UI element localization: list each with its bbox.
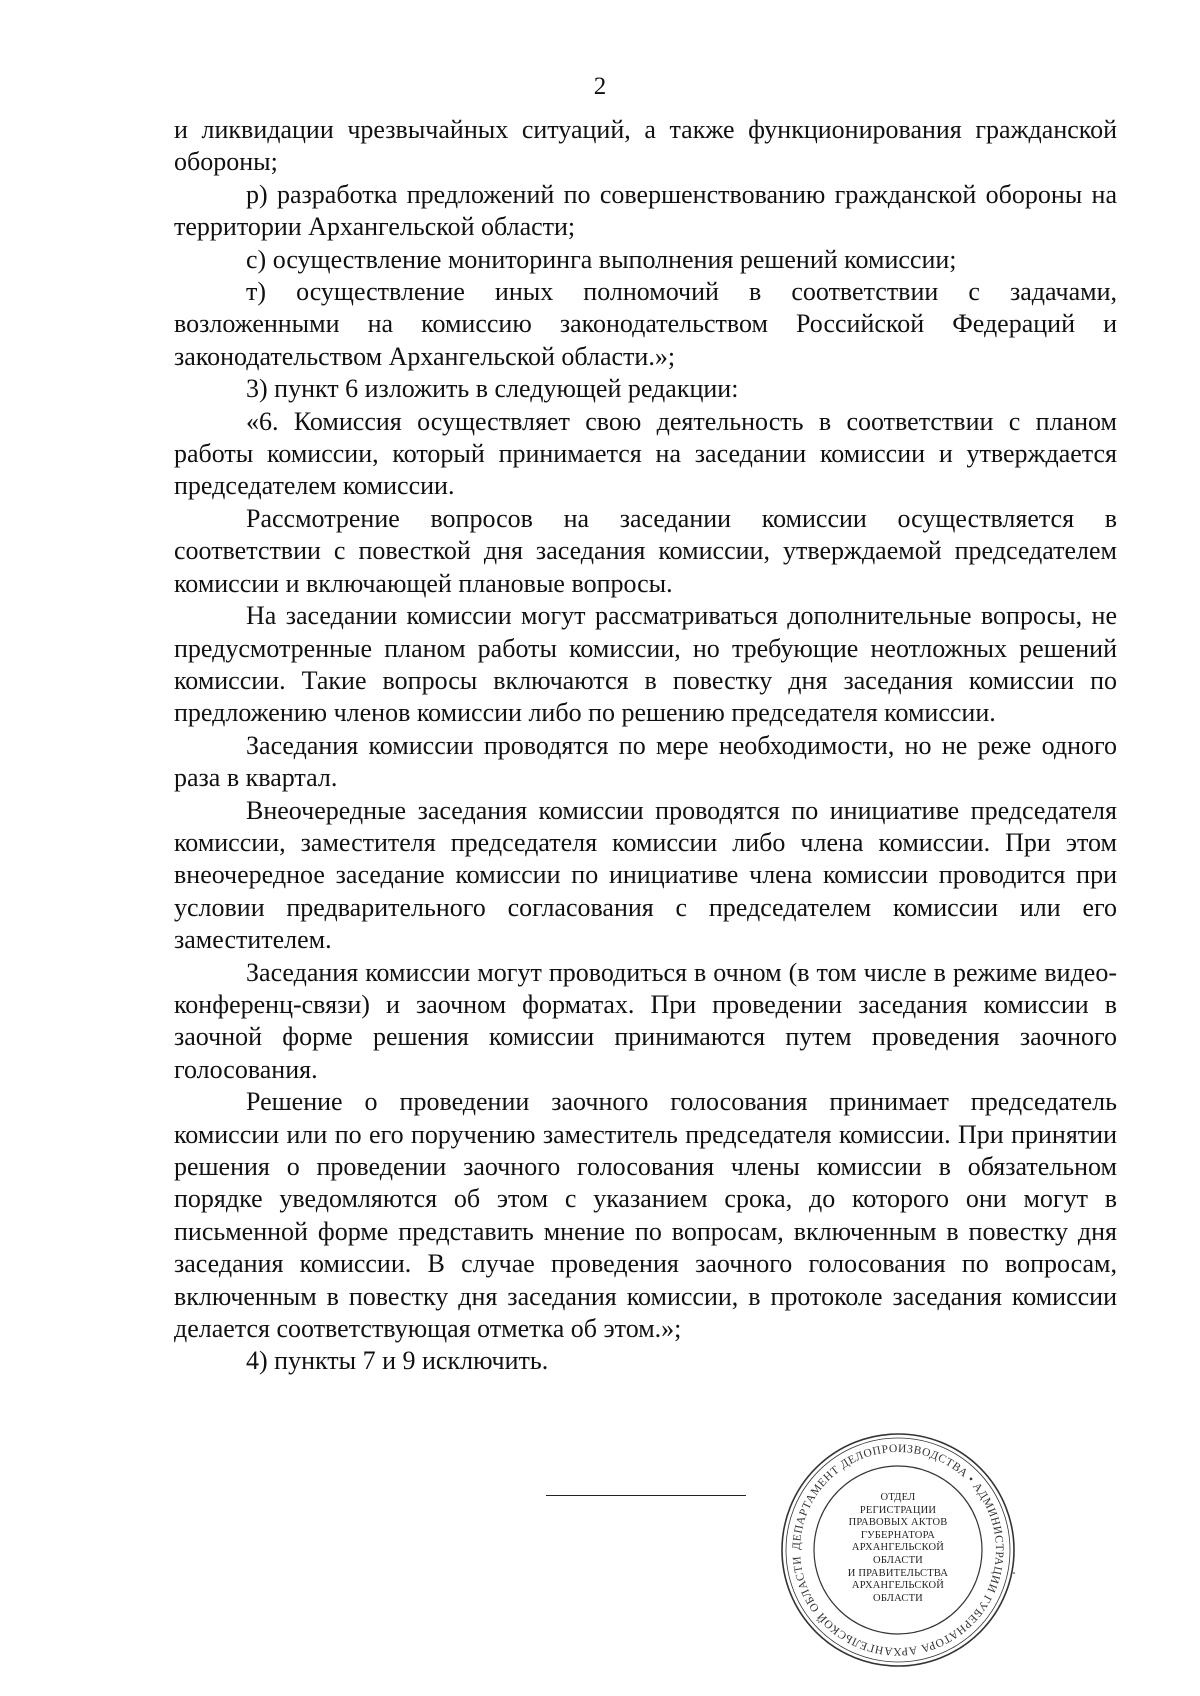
paragraph-7: Рассмотрение вопросов на заседании комиссии осуществляется в соответствии с повесткой дня заседания комиссии, утверждаемой председателем комиссии и включающей плановые вопросы. (174, 503, 1117, 598)
paragraph-3: с) осуществление мониторинга выполнения решений комиссии; (246, 244, 957, 274)
paragraph-5: 3) пункт 6 изложить в следующей редакции: (246, 374, 739, 404)
stamp-line: ГУБЕРНАТОРА (860, 1529, 936, 1541)
page-number: 2 (593, 73, 607, 100)
paragraph-4: т) осуществление иных полномочий в соответствии с задачами, возложенными на комиссию законодательством Российской Федераций и законодательством Архангельской области.»; (174, 277, 1117, 371)
stamp-line: ОБЛАСТИ (873, 1554, 923, 1566)
paragraph-10: Внеочередные заседания комиссии проводятся по инициативе председателя комиссии, заместителя председателя комиссии либо члена комиссии. При этом внеочередное заседание комиссии по инициативе члена комиссии проводится при условии предварительного согласования с председателем комиссии или его заместителем. (174, 795, 1117, 955)
stamp-line: РЕГИСТРАЦИИ (859, 1504, 937, 1516)
paragraph-6: «6. Комиссия осуществляет свою деятельность в соответствии с планом работы комиссии, который принимается на заседании комиссии и утверждается председателем комиссии. (174, 406, 1117, 501)
signature-line (546, 1495, 746, 1496)
paragraph-13: 4) пункты 7 и 9 исключить. (246, 1346, 549, 1376)
stamp-line: И ПРАВИТЕЛЬСТВА (847, 1567, 949, 1579)
speck (1013, 1572, 1015, 1574)
document-body (174, 114, 1117, 1378)
stamp-line: АРХАНГЕЛЬСКОЙ (851, 1542, 945, 1554)
stamp-line: ПРАВОВЫХ АКТОВ (848, 1517, 948, 1529)
stamp-line: ОБЛАСТИ (873, 1592, 923, 1604)
paragraph-8: На заседании комиссии могут рассматриваться дополнительные вопросы, не предусмотренные планом работы комиссии, но требующие неотложных решений комиссии. Такие вопросы включаются в повестку дня заседания комиссии по предложению членов комиссии либо по решению председателя комиссии. (174, 601, 1117, 728)
stamp-ring-text: ДЕПАРТАМЕНТ ДЕЛОПРОИЗВОДСТВА • АДМИНИСТРАЦИИ ГУБЕРНАТОРА АРХАНГЕЛЬСКОЙ ОБЛАСТИ (790, 1442, 1006, 1658)
paragraph-2: р) разработка предложений по совершенствованию гражданской обороны на территории Архангельской области; (174, 179, 1117, 242)
stamp-line: ОТДЕЛ (880, 1492, 916, 1503)
paragraph-9: Заседания комиссии проводятся по мере необходимости, но не реже одного раза в квартал. (174, 730, 1117, 793)
stamp-center-text (830, 1492, 966, 1605)
paragraph-1: и ликвидации чрезвычайных ситуаций, а также функционирования гражданской обороны; (174, 115, 1117, 177)
paragraph-12: Решение о проведении заочного голосования принимает председатель комиссии или по его поручению заместитель председателя комиссии. При принятии решения о проведении заочного голосования члены комиссии в обязательном порядке уведомляются об этом с указанием срока, до которого они могут в письменной форме представить мнение по вопросам, включенным в повестку дня заседания комиссии. В случае проведения заочного голосования по вопросам, включенным в повестку дня заседания комиссии, в протоколе заседания комиссии делается соответствующая отметка об этом.»; (174, 1087, 1117, 1344)
paragraph-11: Заседания комиссии могут проводиться в очном (в том числе в режиме видео-конференц-связи) и заочном форматах. При проведении заседания комиссии в заочной форме решения комиссии принимаются путем проведения заочного голосования. (174, 957, 1117, 1084)
registration-stamp (778, 1430, 1018, 1670)
stamp-line: АРХАНГЕЛЬСКОЙ (851, 1580, 945, 1592)
